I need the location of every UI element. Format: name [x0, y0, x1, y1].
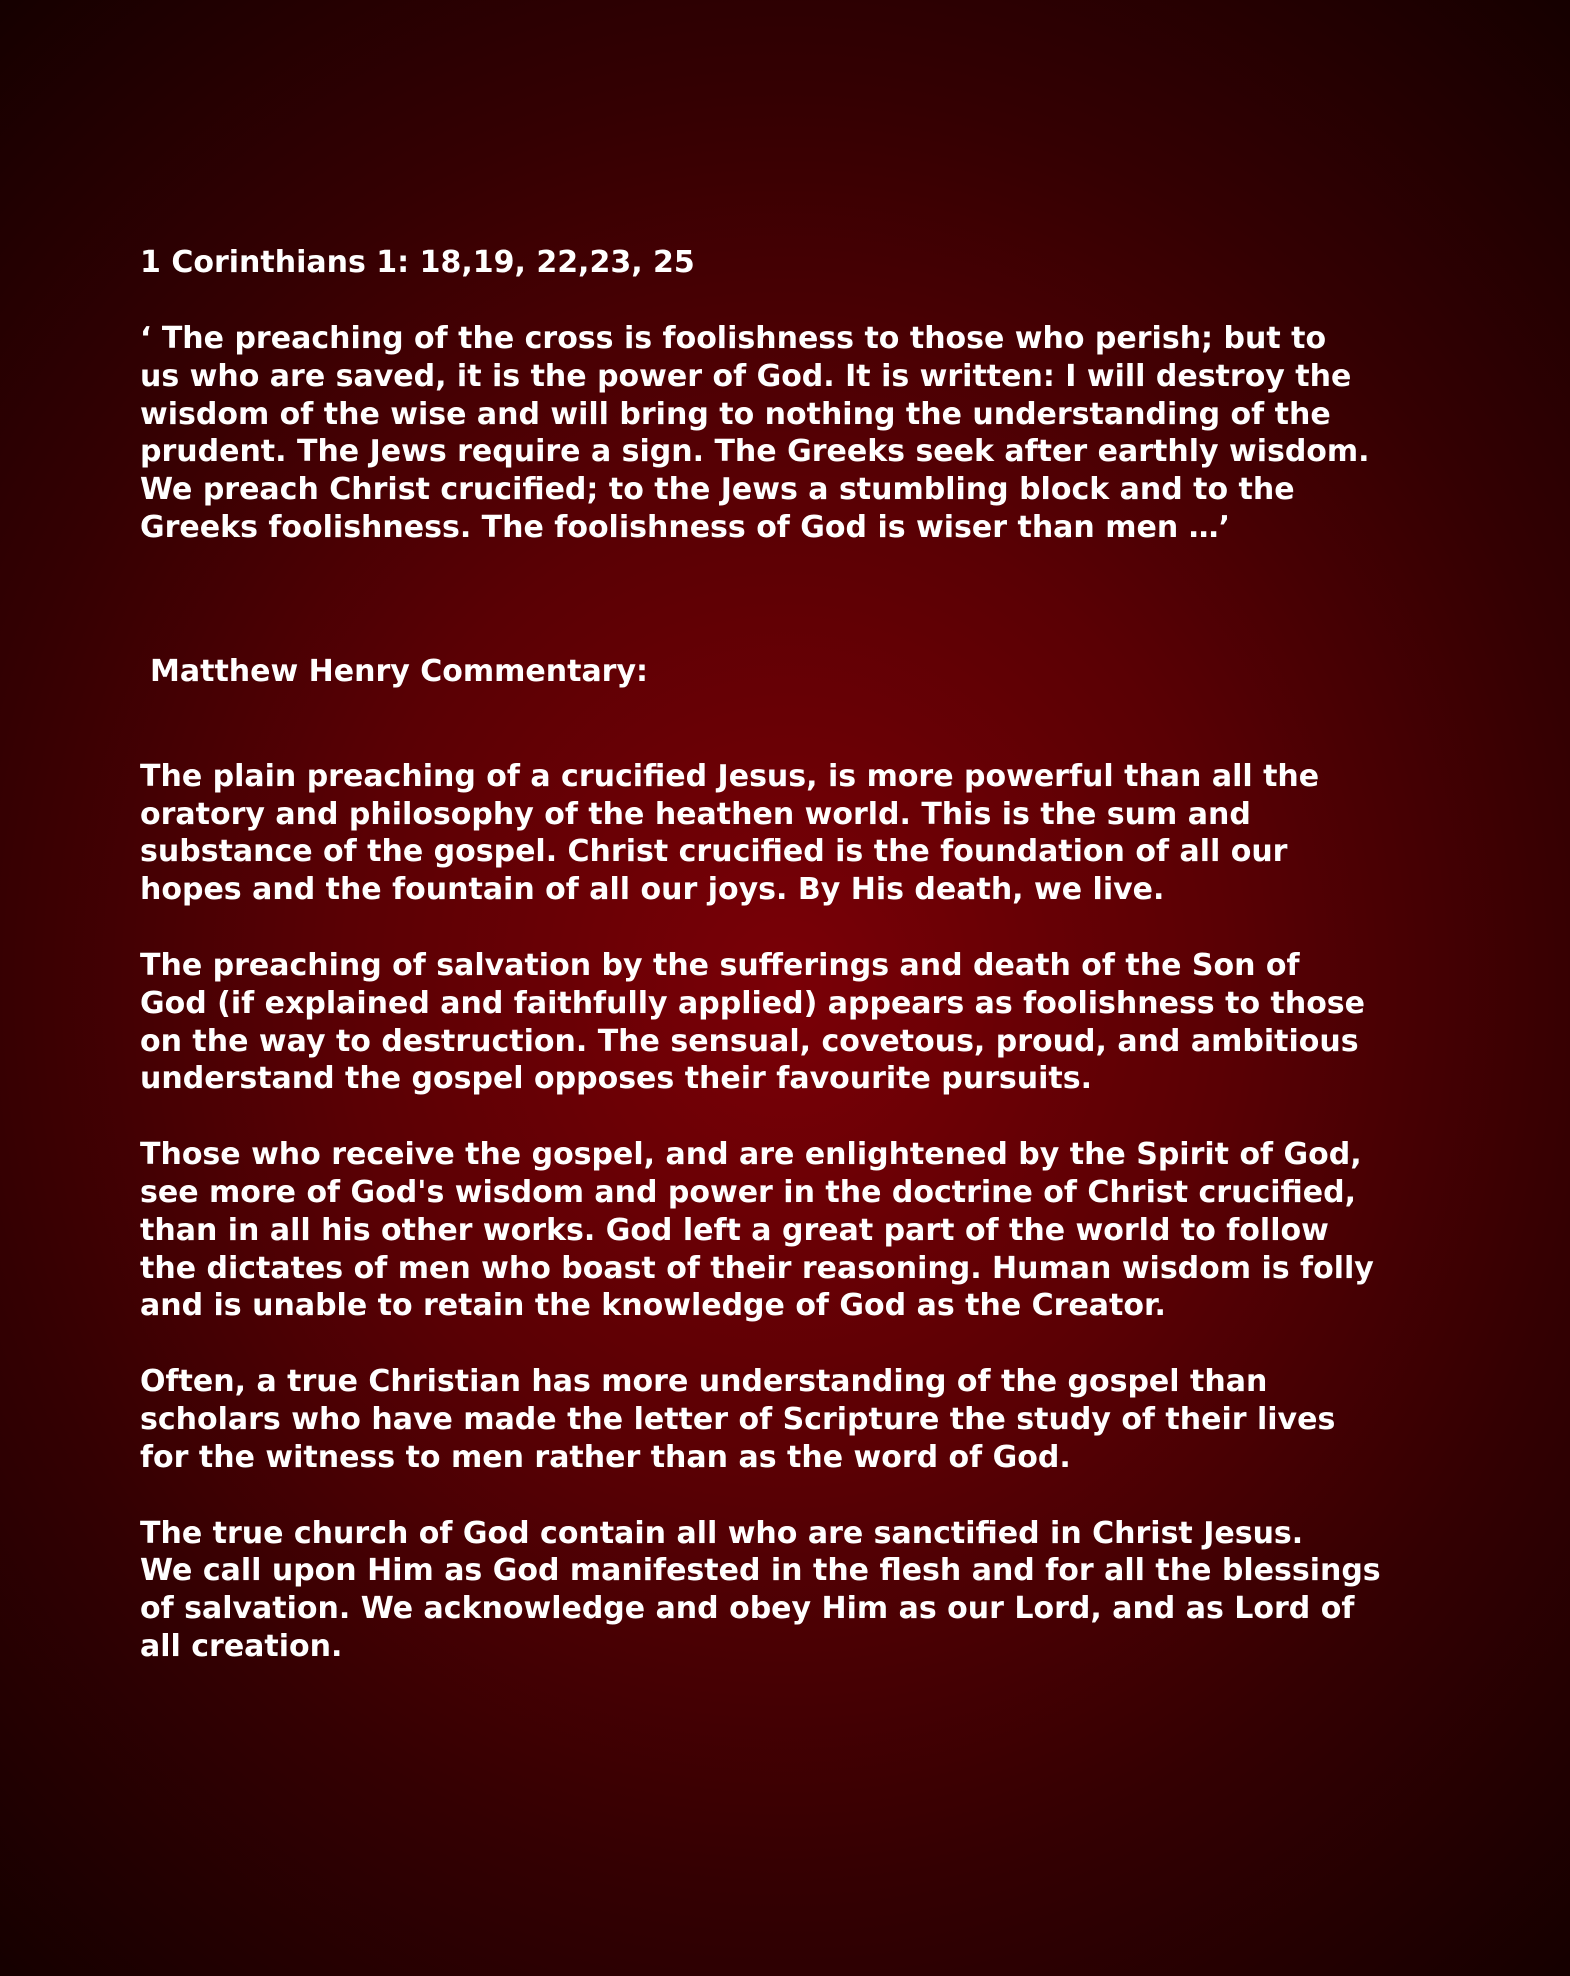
paragraph-line: The true church of God contain all who are sanctified in Christ Jesus.	[140, 1515, 1304, 1551]
paragraph-line: than in all his other works. God left a great part of the world to follow	[140, 1212, 1329, 1248]
paragraph-line: The preaching of salvation by the sufferings and death of the Son of	[140, 947, 1300, 983]
paragraph-line: see more of God's wisdom and power in the doctrine of Christ crucified,	[140, 1174, 1356, 1210]
quote-line: prudent. The Jews require a sign. The Greeks seek after earthly wisdom.	[140, 434, 1370, 470]
commentary-heading: Matthew Henry Commentary:	[150, 653, 649, 689]
commentary-paragraph	[140, 1136, 1440, 1325]
quote-line: We preach Christ crucified; to the Jews a stumbling block and to the	[140, 472, 1295, 508]
paragraph-line: scholars who have made the letter of Scripture the study of their lives	[140, 1401, 1336, 1437]
scripture-reference: 1 Corinthians 1: 18,19, 22,23, 25	[140, 245, 695, 280]
paragraph-line: Often, a true Christian has more understanding of the gospel than	[140, 1364, 1268, 1400]
commentary-paragraph	[140, 1515, 1440, 1666]
paragraph-line: God (if explained and faithfully applied) appears as foolishness to those	[140, 985, 1366, 1021]
paragraph-line: all creation.	[140, 1628, 343, 1664]
paragraph-line: the dictates of men who boast of their reasoning. Human wisdom is folly	[140, 1250, 1374, 1286]
paragraph-line: We call upon Him as God manifested in the flesh and for all the blessings	[140, 1553, 1381, 1589]
paragraph-line: understand the gospel opposes their favourite pursuits.	[140, 1061, 1093, 1097]
quote-line: us who are saved, it is the power of God. It is written: I will destroy the	[140, 358, 1352, 394]
paragraph-line: of salvation. We acknowledge and obey Him as our Lord, and as Lord of	[140, 1591, 1355, 1627]
scripture-quote	[140, 320, 1440, 547]
paragraph-line: for the witness to men rather than as the word of God.	[140, 1439, 1071, 1475]
paragraph-line: hopes and the fountain of all our joys. By His death, we live.	[140, 872, 1165, 908]
paragraph-line: The plain preaching of a crucified Jesus, is more powerful than all the	[140, 758, 1320, 794]
quote-line: ‘ The preaching of the cross is foolishness to those who perish; but to	[140, 321, 1327, 356]
paragraph-line: and is unable to retain the knowledge of God as the Creator.	[140, 1288, 1166, 1324]
quote-line: wisdom of the wise and will bring to nothing the understanding of the	[140, 396, 1331, 432]
document-page	[140, 244, 1440, 1666]
paragraph-line: on the way to destruction. The sensual, covetous, proud, and ambitious	[140, 1023, 1359, 1059]
commentary-paragraph	[140, 1363, 1440, 1476]
paragraph-line: Those who receive the gospel, and are enlightened by the Spirit of God,	[140, 1137, 1362, 1173]
paragraph-line: substance of the gospel. Christ crucified is the foundation of all our	[140, 834, 1288, 870]
commentary-paragraph	[140, 758, 1440, 909]
paragraph-line: oratory and philosophy of the heathen world. This is the sum and	[140, 796, 1251, 832]
quote-line: Greeks foolishness. The foolishness of God is wiser than men …’	[140, 509, 1231, 545]
commentary-paragraph	[140, 947, 1440, 1098]
